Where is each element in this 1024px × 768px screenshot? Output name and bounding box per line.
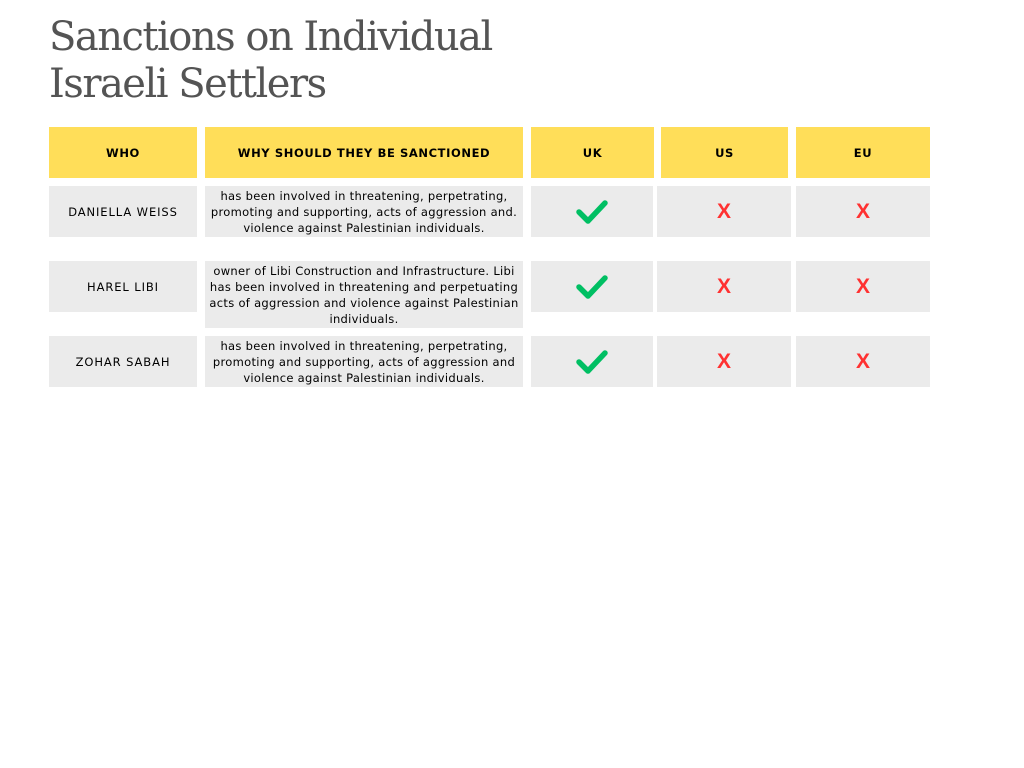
row-eu-status: X [796,336,930,387]
row-us-status: X [657,336,791,387]
row-eu-status: X [796,186,930,237]
row-uk-status [531,186,653,237]
page-title-line-2: Israeli Settlers [49,61,326,107]
page-title-line-1: Sanctions on Individual [49,14,492,60]
row-why: owner of Libi Construction and Infrastructure. Libi has been involved in threatening and perpetuating acts of aggression and violence against Palestinian individuals. [205,261,523,328]
page-title [49,14,492,108]
check-icon [576,349,608,375]
row-who: ZOHAR SABAH [49,336,197,387]
row-us-status: X [657,261,791,312]
header-uk: UK [531,127,654,178]
check-icon [576,274,608,300]
row-why: has been involved in threatening, perpetrating, promoting and supporting, acts of aggression and violence against Palestinian individuals. [205,336,523,387]
header-why: WHY SHOULD THEY BE SANCTIONED [205,127,523,178]
header-eu: EU [796,127,930,178]
row-eu-status: X [796,261,930,312]
row-us-status: X [657,186,791,237]
row-why: has been involved in threatening, perpetrating, promoting and supporting, acts of aggression and. violence against Palestinian individuals. [205,186,523,237]
row-uk-status [531,261,653,312]
header-who: WHO [49,127,197,178]
check-icon [576,199,608,225]
header-us: US [661,127,788,178]
row-uk-status [531,336,653,387]
row-who: DANIELLA WEISS [49,186,197,237]
row-who: HAREL LIBI [49,261,197,312]
